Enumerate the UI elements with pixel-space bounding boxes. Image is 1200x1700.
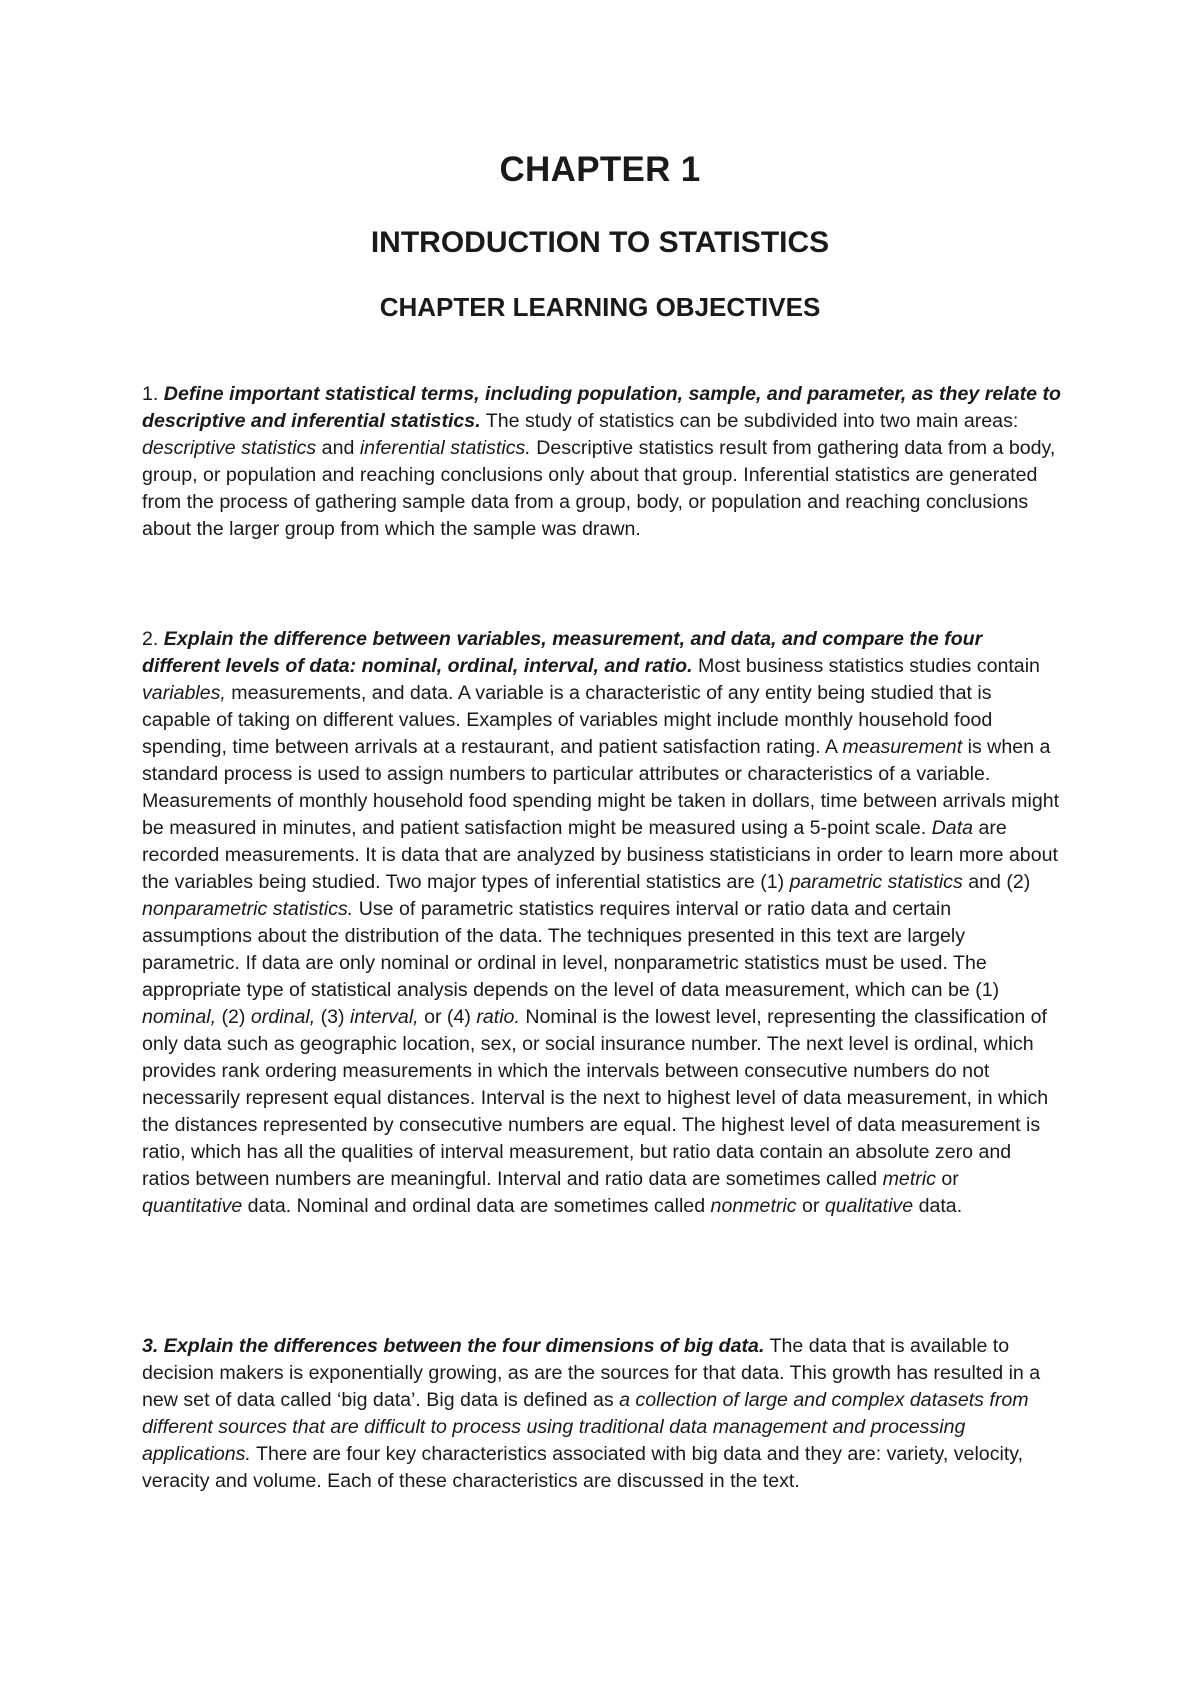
emphasized-text: inferential statistics.: [359, 437, 531, 459]
emphasized-text: descriptive statistics: [142, 437, 317, 459]
emphasized-text: variables,: [142, 682, 226, 704]
body-text: or (4): [418, 1006, 477, 1028]
emphasized-text: nonparametric statistics.: [142, 898, 354, 920]
body-text: or: [796, 1195, 825, 1217]
objective-2-paragraph: [142, 626, 1064, 1220]
body-text: Descriptive statistics result from gathering data from a body, group, or population and reaching conclusions only about that group. Inferential statistics are generated from the process of gathering sample data from a group, body, or population and reaching conclusions about the larger group from which the sample was drawn.: [142, 437, 1056, 540]
body-text: (3): [315, 1006, 351, 1028]
body-text: (2): [216, 1006, 251, 1028]
emphasized-text: interval,: [350, 1006, 419, 1028]
emphasized-text: ordinal,: [250, 1006, 316, 1028]
body-text: or: [935, 1168, 959, 1190]
emphasized-text: ratio.: [476, 1006, 520, 1028]
objective-3-paragraph: [142, 1333, 1064, 1495]
emphasized-text: nominal,: [142, 1006, 217, 1028]
body-text: 2.: [142, 628, 164, 650]
body-text: and (2): [962, 871, 1031, 893]
body-text: and: [316, 437, 360, 459]
objective-lead-text: 3. Explain the differences between the four dimensions of big data.: [142, 1335, 765, 1357]
emphasized-text: Data: [931, 817, 974, 839]
objectives-heading: CHAPTER LEARNING OBJECTIVES: [379, 292, 821, 322]
body-text: is when a standard process is used to assign numbers to particular attributes or characteristics of a variable. Measurements of monthly household food spending might be taken in dollars, time between arrivals might be measured in minutes, and patient satisfaction might be measured using a 5-point scale.: [142, 736, 1060, 839]
emphasized-text: metric: [882, 1168, 936, 1190]
chapter-number: CHAPTER 1: [499, 150, 701, 189]
emphasized-text: qualitative: [824, 1195, 914, 1217]
body-text: There are four key characteristics associated with big data and they are: variety, velocity, veracity and volume. Each of these characteristics are discussed in the text.: [142, 1443, 1024, 1492]
body-text: data. Nominal and ordinal data are sometimes called: [242, 1195, 711, 1217]
objective-lead-text: Define important statistical terms, including population, sample, and parameter, as they relate to descriptive and inferential statistics.: [142, 383, 1061, 432]
emphasized-text: measurement: [842, 736, 963, 758]
body-text: 1.: [142, 383, 164, 405]
body-text: data.: [913, 1195, 963, 1217]
emphasized-text: quantitative: [142, 1195, 243, 1217]
chapter-title: INTRODUCTION TO STATISTICS: [370, 226, 830, 259]
body-text: Most business statistics studies contain: [692, 655, 1040, 677]
emphasized-text: parametric statistics: [789, 871, 963, 893]
body-text: The study of statistics can be subdivided into two main areas:: [480, 410, 1019, 432]
objective-lead-text: Explain the difference between variables, measurement, and data, and compare the four different levels of data: nominal, ordinal, interval, and ratio.: [142, 628, 983, 677]
body-text: The data that is available to decision makers is exponentially growing, as are the sources for that data. This growth has resulted in a new set of data called ‘big data’. Big data is defined as: [142, 1335, 1041, 1411]
objective-1-paragraph: [142, 381, 1064, 543]
body-text: measurements, and data. A variable is a characteristic of any entity being studied that is capable of taking on different values. Examples of variables might include monthly household food spending, time between arrivals at a restaurant, and patient satisfaction rating. A: [142, 682, 993, 758]
body-text: Use of parametric statistics requires interval or ratio data and certain assumptions about the distribution of the data. The techniques presented in this text are largely parametric. If data are only nominal or ordinal in level, nonparametric statistics must be used. The appropriate type of statistical analysis depends on the level of data measurement, which can be (1): [142, 898, 1000, 1001]
emphasized-text: a collection of large and complex datasets from different sources that are difficult to process using traditional data management and processing applications.: [142, 1389, 1029, 1465]
emphasized-text: nonmetric: [710, 1195, 797, 1217]
body-text: Nominal is the lowest level, representing the classification of only data such as geographic location, sex, or social insurance number. The next level is ordinal, which provides rank ordering measurements in which the intervals between consecutive numbers do not necessarily represent equal distances. Interval is the next to highest level of data measurement, in which the distances represented by consecutive numbers are equal. The highest level of data measurement is ratio, which has all the qualities of interval measurement, but ratio data contain an absolute zero and ratios between numbers are meaningful. Interval and ratio data are sometimes called: [142, 1006, 1049, 1190]
body-text: are recorded measurements. It is data that are analyzed by business statisticians in order to learn more about the variables being studied. Two major types of inferential statistics are (1): [142, 817, 1058, 893]
